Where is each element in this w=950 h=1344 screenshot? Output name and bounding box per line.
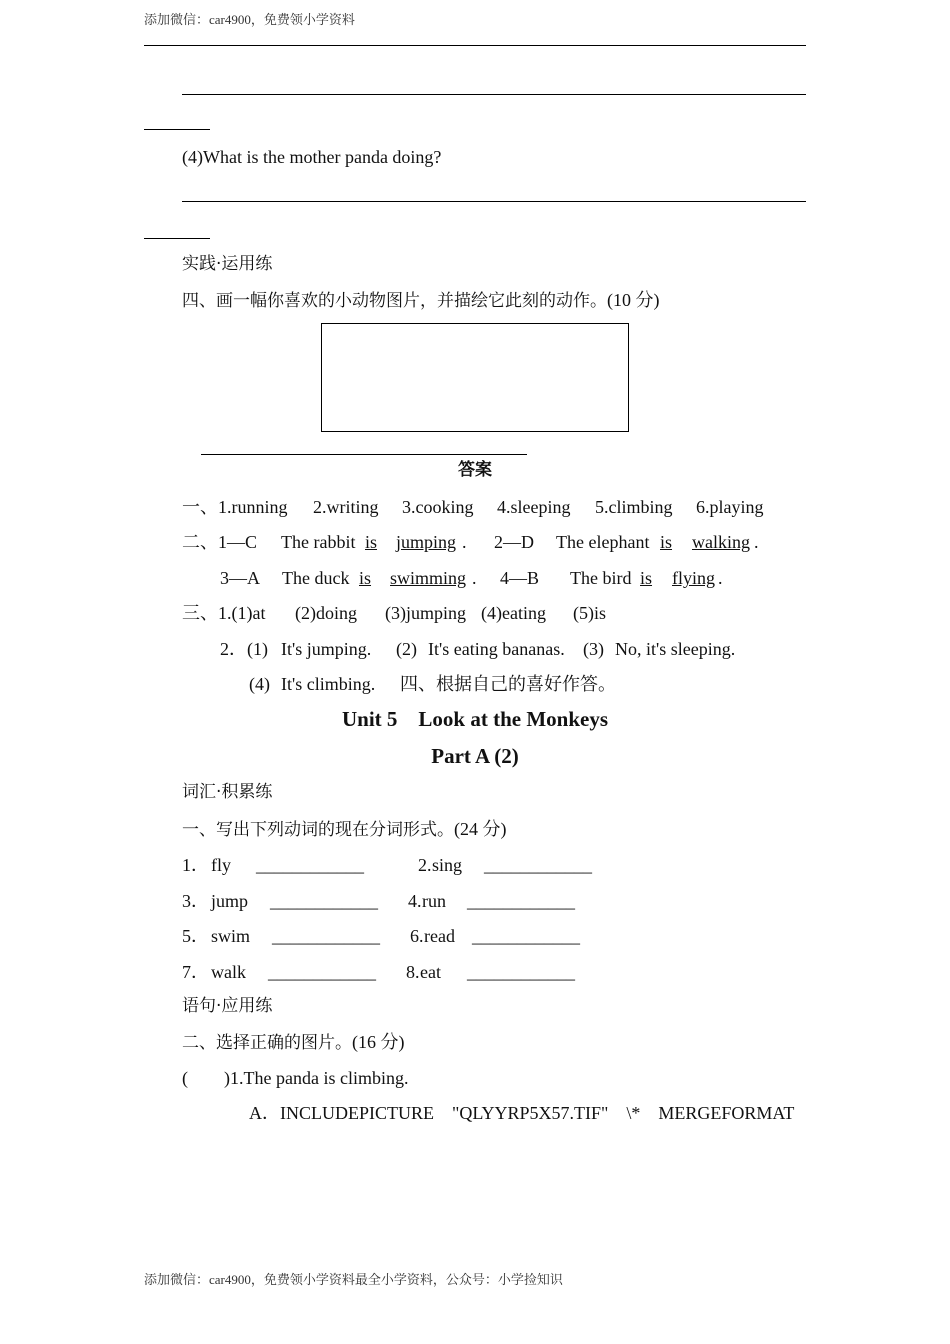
item-word: walk xyxy=(211,962,246,982)
answer-underlined: is xyxy=(640,568,653,588)
answer-blank[interactable]: ____________ xyxy=(484,855,592,875)
heading-text: 一、写出下列动词的现在分词形式。 xyxy=(182,820,454,840)
answer-item: (5)is xyxy=(573,603,606,623)
item-number: 3． xyxy=(182,891,209,911)
item-number: 4. xyxy=(408,891,422,911)
answer-label: 2—D xyxy=(494,532,534,552)
answer-period: . xyxy=(462,532,467,552)
answer-label: 4—B xyxy=(500,568,540,588)
answer-item: 4.sleeping xyxy=(497,497,571,517)
heading-score: (16 分) xyxy=(352,1032,405,1052)
heading-score: (24 分) xyxy=(454,819,507,839)
answer-sentence: The elephant xyxy=(556,532,650,552)
answer-item: 2．(1) xyxy=(220,639,268,659)
answer-label: 3—A xyxy=(220,568,260,588)
item-word: jump xyxy=(211,891,249,911)
item-number: 5． xyxy=(182,926,209,946)
section-heading-vocab xyxy=(182,820,507,839)
answer-item: 3.cooking xyxy=(402,497,474,517)
drawing-box[interactable] xyxy=(321,323,629,432)
header-rule xyxy=(144,45,806,46)
answer-item: (2) xyxy=(396,639,417,659)
answer-item: (4)eating xyxy=(481,603,546,623)
page-header: 添加微信：car4900，免费领小学资料 xyxy=(144,12,355,27)
answer-blank[interactable]: ____________ xyxy=(472,926,580,946)
answer-item: It's eating bananas. xyxy=(428,639,565,659)
item-number: 7． xyxy=(182,962,209,982)
answer-sentence: The rabbit xyxy=(281,532,356,552)
answer-blank[interactable]: ____________ xyxy=(467,962,575,982)
answer-label: 二、1—C xyxy=(182,532,258,552)
answer-item: 四、根据自己的喜好作答。 xyxy=(400,674,616,694)
item-number: 2. xyxy=(418,855,432,875)
answer-item: It's jumping. xyxy=(281,639,372,659)
section-label-sentence: 语句·应用练 xyxy=(182,996,273,1016)
drawing-caption-line xyxy=(201,454,527,455)
answer-paren[interactable]: ( ) xyxy=(182,1068,230,1088)
item-number: 6. xyxy=(410,926,424,946)
answer-sentence: The duck xyxy=(282,568,350,588)
answer-item: 一、1.running xyxy=(182,497,288,517)
heading-text: 四、画一幅你喜欢的小动物图片，并描绘它此刻的动作。 xyxy=(182,291,607,311)
question-4: (4)What is the mother panda doing? xyxy=(182,147,442,167)
item-word: fly xyxy=(211,855,231,875)
part-title: Part A (2) xyxy=(431,744,519,768)
answers-title: 答案 xyxy=(458,460,492,480)
answer-item: (2)doing xyxy=(295,603,357,623)
item-word: run xyxy=(422,891,446,911)
heading-text: 二、选择正确的图片。 xyxy=(182,1033,352,1053)
answer-item: (4) xyxy=(249,674,270,694)
item-word: eat xyxy=(420,962,441,982)
heading-score: (10 分) xyxy=(607,290,660,310)
answer-item: (3)jumping xyxy=(385,603,466,623)
answer-line-tail xyxy=(144,238,210,239)
item-word: read xyxy=(424,926,455,946)
answer-period: . xyxy=(718,568,723,588)
answer-line xyxy=(182,94,806,95)
answer-item: 三、1.(1)at xyxy=(182,603,266,623)
item-word: sing xyxy=(432,855,463,875)
answer-underlined: is xyxy=(365,532,378,552)
answer-item: 2.writing xyxy=(313,497,379,517)
answer-period: . xyxy=(472,568,477,588)
answer-underlined: flying xyxy=(672,568,715,588)
item-number: 1． xyxy=(182,855,209,875)
question-text: 1.The panda is climbing. xyxy=(230,1068,409,1088)
answer-underlined: swimming xyxy=(390,568,467,588)
answer-item: No, it's sleeping. xyxy=(615,639,736,659)
answer-blank[interactable]: ____________ xyxy=(268,962,376,982)
answer-period: . xyxy=(754,532,759,552)
item-word: swim xyxy=(211,926,251,946)
answer-blank[interactable]: ____________ xyxy=(272,926,380,946)
answer-item: 6.playing xyxy=(696,497,764,517)
answer-blank[interactable]: ____________ xyxy=(270,891,378,911)
answer-underlined: jumping xyxy=(396,532,457,552)
answer-sentence: The bird xyxy=(570,568,632,588)
item-number: 8. xyxy=(406,962,420,982)
answer-blank[interactable]: ____________ xyxy=(467,891,575,911)
page-footer: 添加微信：car4900，免费领小学资料最全小学资料，公众号：小学捡知识 xyxy=(144,1272,563,1287)
answer-item: It's climbing. xyxy=(281,674,376,694)
answer-line-tail xyxy=(144,129,210,130)
answer-line xyxy=(182,201,806,202)
answer-underlined: is xyxy=(660,532,673,552)
choice-question-1 xyxy=(182,1069,408,1087)
answer-underlined: walking xyxy=(692,532,750,552)
section-label-vocab: 词汇·积累练 xyxy=(182,782,273,802)
answer-item: 5.climbing xyxy=(595,497,673,517)
section-label-practice: 实践·运用练 xyxy=(182,254,273,274)
section-heading-draw xyxy=(182,291,660,310)
answer-underlined: is xyxy=(359,568,372,588)
unit-title: Unit 5 Look at the Monkeys xyxy=(341,707,609,731)
answer-blank[interactable]: ____________ xyxy=(256,855,364,875)
answer-item: (3) xyxy=(583,639,604,659)
section-heading-sentence xyxy=(182,1033,405,1052)
option-a: A．INCLUDEPICTURE "QLYYRP5X57.TIF" \* MERGEFORMAT xyxy=(249,1103,795,1123)
